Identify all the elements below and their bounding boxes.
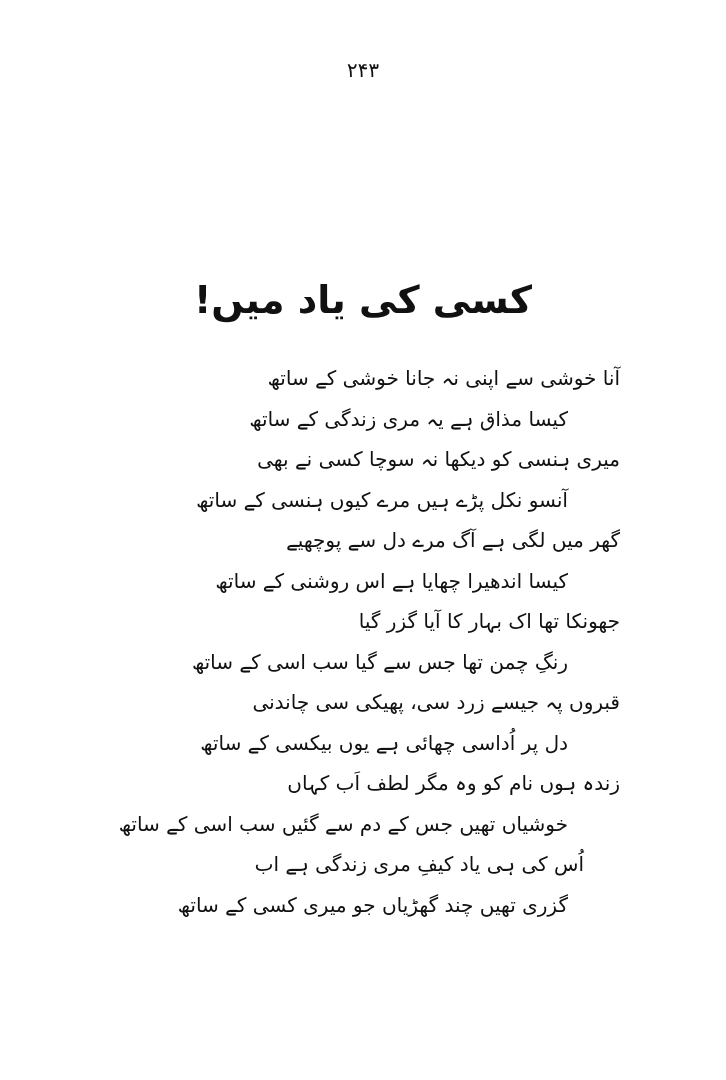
poem-line: آنسو نکل پڑے ہیں مرے کیوں ہنسی کے ساتھ [196, 487, 568, 512]
poem-line: گھر میں لگی ہے آگ مرے دل سے پوچھیے [286, 528, 620, 552]
poem-line: رنگِ چمن تھا جس سے گیا سب اسی کے ساتھ [191, 649, 568, 674]
poem-line: میری ہنسی کو دیکھا نہ سوچا کسی نے بھی [257, 447, 620, 471]
poem-line: خوشیاں تھیں جس کے دم سے گئیں سب اسی کے ساتھ [118, 811, 568, 836]
poem-line: کیسا مذاق ہے یہ مری زندگی کے ساتھ [249, 406, 568, 431]
poem-line: جھونکا تھا اک بہار کا آیا گزر گیا [358, 609, 620, 633]
poem-line: اُس کی ہی یاد کیفِ مری زندگی ہے اب [254, 852, 584, 876]
poem-line: دل پر اُداسی چھائی ہے یوں بیکسی کے ساتھ [200, 730, 568, 755]
poem-line: قبروں پہ جیسے زرد سی، پھیکی سی چاندنی [252, 690, 620, 714]
poem-line: کیسا اندھیرا چھایا ہے اس روشنی کے ساتھ [215, 568, 568, 593]
poem-line: گزری تھیں چند گھڑیاں جو میری کسی کے ساتھ [177, 892, 568, 917]
poem-line: زندہ ہوں نام کو وہ مگر لطف اَب کہاں [287, 771, 620, 795]
poem-body [80, 358, 620, 925]
poem-title: کسی کی یاد میں! [193, 278, 533, 322]
page-number: ۲۴۳ [346, 58, 380, 82]
poem-line: آنا خوشی سے اپنی نہ جانا خوشی کے ساتھ [267, 366, 620, 390]
